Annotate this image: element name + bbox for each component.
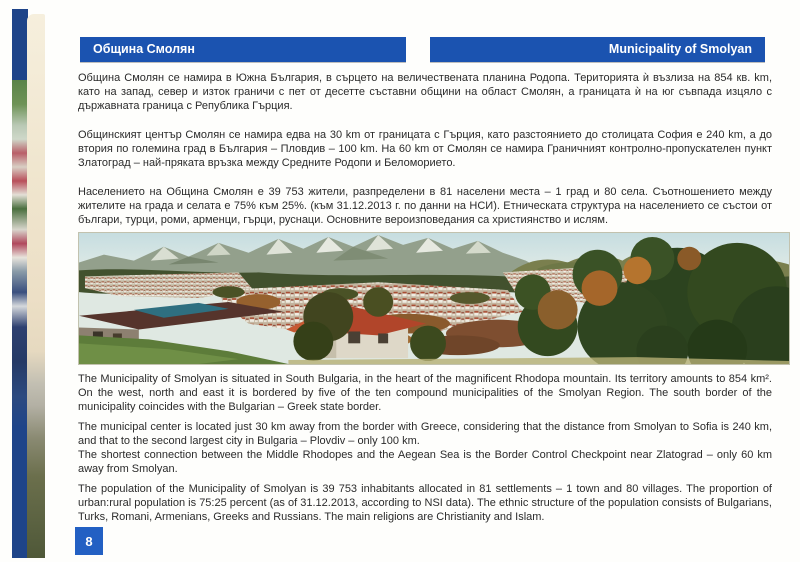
header-bar-bulgarian (80, 37, 406, 62)
page-curl-edge (27, 14, 45, 558)
page-number-badge (75, 527, 103, 555)
paragraph-english-3: The population of the Municipality of Smolyan is 39 753 inhabitants allocated in 81 settlements – 1 town and 80 villages. The proportion of urban:rural population is 75:25 percent (as of 31.12.2013, according to NSI data). The ethnic structure of the population consists of Bulgarians, Turks, Romani, Armenians, Greeks and Russians. The main religions are Christianity and Islam. (78, 483, 772, 523)
bulgarian-text-block (78, 71, 772, 242)
smolyan-panorama-photo (78, 232, 790, 365)
paragraph-bulgarian-2: Общинският център Смолян се намира едва на 30 km от границата с Гърция, като разстоянието до столицата София е 240 km, а до втория по големина град в България – Пловдив – 100 km. На 60 km от Смолян се намира Граничният контролно-пропускателен пункт Златоград – най-пряката връзка между Средните Родопи и Беломорието. (78, 129, 772, 169)
previous-page-photo-fragments (12, 80, 27, 428)
page-number: 8 (85, 533, 93, 549)
header-bar-english (430, 37, 765, 62)
panorama-illustration (79, 233, 789, 364)
paragraph-english-2a: The municipal center is located just 30 km away from the border with Greece, considering that the distance from Smolyan to Sofia is 240 km, and that to the second largest city in Bulgaria – Plovdiv – only 100 km. (78, 421, 772, 447)
paragraph-english-1: The Municipality of Smolyan is situated in South Bulgaria, in the heart of the magnificent Rhodopa mountain. Its territory amounts to 854 km². On the west, north and east it is bordered by five of the ten compound municipalities of the Smolyan Region. The south border of the municipality coincides with the Bulgarian – Greek state border. (78, 373, 772, 413)
paragraph-english-2b: The shortest connection between the Middle Rhodopes and the Aegean Sea is the Border Control Checkpoint near Zlatograd – only 60 km away from Smolyan. (78, 449, 772, 475)
paragraph-bulgarian-1: Община Смолян се намира в Южна България, в сърцето на величествената планина Родопа. Територията ѝ възлиза на 854 кв. km, като на запад, север и изток граничи с пет от десетте съставни общини на област Смолян, а границата ѝ на юг съвпада изцяло с държавната граница с Република Гърция. (78, 72, 772, 112)
title-bulgarian: Община Смолян (93, 42, 195, 56)
paragraph-bulgarian-3: Населението на Община Смолян е 39 753 жители, разпределени в 81 населени места – 1 град и 80 села. Съотношението между жителите на града и селата е 75% към 25%. (към 31.12.2013 г. по данни на НСИ). Етническата структура на населението се състои от българи, турци, роми, арменци, гърци, руснаци. Основните вероизповедания са християнство и ислям. (78, 186, 772, 226)
title-english: Municipality of Smolyan (608, 42, 752, 56)
english-text-block (78, 372, 772, 530)
foreground-tree (573, 237, 789, 364)
